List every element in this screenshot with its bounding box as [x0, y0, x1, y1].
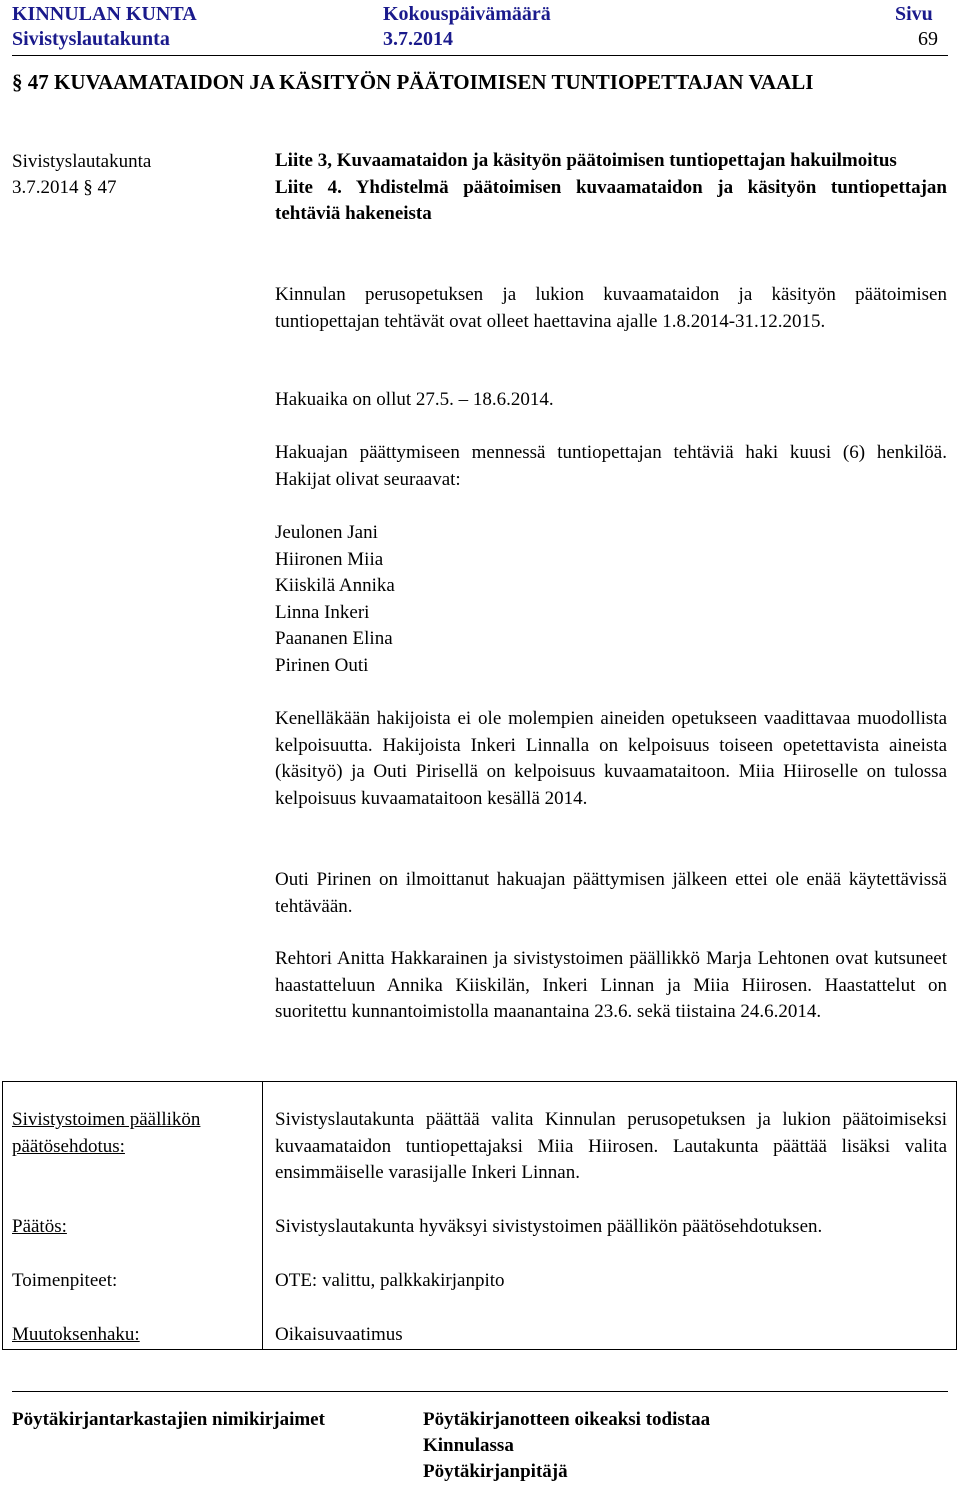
- paragraph-qualifications: [275, 706, 947, 812]
- list-item: Paananen Elina: [275, 628, 393, 649]
- proposal-text: [275, 1107, 947, 1187]
- proposal-label-line1: Sivistystoimen päällikön: [12, 1109, 201, 1130]
- decision-box-top: [2, 1081, 957, 1082]
- appeal-label: Muutoksenhaku:: [12, 1324, 140, 1345]
- applicant-list: [275, 520, 947, 679]
- paragraph-vacancy: [275, 282, 947, 335]
- paragraph-withdrawal: [275, 867, 947, 920]
- footer-keeper: Pöytäkirjanpitäjä: [423, 1461, 568, 1482]
- decision-label: Päätös:: [12, 1216, 67, 1237]
- paragraph-text: Outi Pirinen on ilmoittanut hakuajan päättymisen jälkeen ettei ole enää käytettävissä tehtävään.: [275, 869, 947, 917]
- list-item: Pirinen Outi: [275, 654, 369, 676]
- footer-place: Kinnulassa: [423, 1435, 514, 1456]
- paragraph-text: Kinnulan perusopetuksen ja lukion kuvaamataidon ja käsityön päätoimisen tuntiopettajan tehtävät ovat olleet haettavina ajalle 1.8.2014-31.12.2015.: [275, 284, 947, 332]
- decision-box-bottom: [2, 1349, 957, 1350]
- list-item: Jeulonen Jani: [275, 522, 378, 543]
- attachment-4: Liite 4. Yhdistelmä päätoimisen kuvaamataidon ja käsityön tuntiopettajan tehtäviä hakeneista: [275, 176, 947, 224]
- paragraph-application-period: [275, 387, 947, 414]
- list-item: Kiiskilä Annika: [275, 575, 395, 596]
- appeal-text: Oikaisuvaatimus: [275, 1324, 403, 1345]
- paragraph-text: Hakuajan päättymiseen mennessä tuntiopettajan tehtäviä haki kuusi (6) henkilöä. Hakijat olivat seuraavat:: [275, 442, 947, 490]
- decision-text: Sivistyslautakunta hyväksyi sivistystoimen päällikön päätösehdotuksen.: [275, 1216, 823, 1237]
- paragraph-text: Hakuaika on ollut 27.5. – 18.6.2014.: [275, 389, 554, 410]
- footer-rule: [12, 1391, 948, 1392]
- reference-date: 3.7.2014 § 47: [12, 177, 117, 198]
- actions-label: Toimenpiteet:: [12, 1270, 118, 1291]
- paragraph-applicants-intro: [275, 440, 947, 493]
- proposal-label-line2: päätösehdotus:: [12, 1136, 125, 1157]
- meeting-date: 3.7.2014: [383, 28, 453, 50]
- list-item: Hiironen Miia: [275, 548, 384, 570]
- board-name: Sivistyslautakunta: [12, 28, 170, 50]
- decision-box-divider: [262, 1081, 263, 1349]
- page-number: 69: [918, 28, 938, 50]
- attachment-list: [275, 148, 947, 228]
- decision-box-right: [956, 1081, 957, 1349]
- decision-box-left: [2, 1081, 3, 1349]
- meeting-date-label: Kokouspäivämäärä: [383, 3, 551, 25]
- reference-board: Sivistyslautakunta: [12, 151, 152, 172]
- section-title: § 47 KUVAAMATAIDON JA KÄSITYÖN PÄÄTOIMISEN TUNTIOPETTAJAN VAALI: [12, 70, 814, 94]
- footer-certified: Pöytäkirjanotteen oikeaksi todistaa: [423, 1409, 711, 1430]
- paragraph-text: Kenelläkään hakijoista ei ole molempien aineiden opetukseen vaadittavaa muodollista kelpoisuutta. Hakijoista Inkeri Linnalla on kelpoisuus toiseen opetettavista aineista (käsityö) ja Outi Pirisellä on kelpoisuus kuvaamataitoon. Miia Hiiroselle on tulossa kelpoisuus kuvaamataitoon kesällä 2014.: [275, 708, 947, 809]
- actions-text: OTE: valittu, palkkakirjanpito: [275, 1270, 505, 1291]
- paragraph-text: Rehtori Anitta Hakkarainen ja sivistystoimen päällikkö Marja Lehtonen ovat kutsuneet haastatteluun Annika Kiiskilän, Inkeri Linnan ja Miia Hiirosen. Haastattelut on suoritettu kunnantoimistolla maanantaina 23.6. sekä tiistaina 24.6.2014.: [275, 948, 947, 1022]
- page-label: Sivu: [895, 3, 933, 25]
- attachment-3: Liite 3, Kuvaamataidon ja käsityön päätoimisen tuntiopettajan hakuilmoitus: [275, 150, 897, 171]
- footer-inspectors: Pöytäkirjantarkastajien nimikirjaimet: [12, 1409, 325, 1430]
- municipality-name: KINNULAN KUNTA: [12, 3, 197, 25]
- paragraph-text: Sivistyslautakunta päättää valita Kinnulan perusopetuksen ja lukion päätoimiseksi kuvaamataidon tuntiopettajaksi Miia Hiirosen. Lautakunta päättää lisäksi valita ensimmäiselle varasijalle Inkeri Linnan.: [275, 1109, 947, 1183]
- header-rule: [12, 55, 948, 56]
- list-item: Linna Inkeri: [275, 601, 370, 623]
- paragraph-interviews: [275, 946, 947, 1026]
